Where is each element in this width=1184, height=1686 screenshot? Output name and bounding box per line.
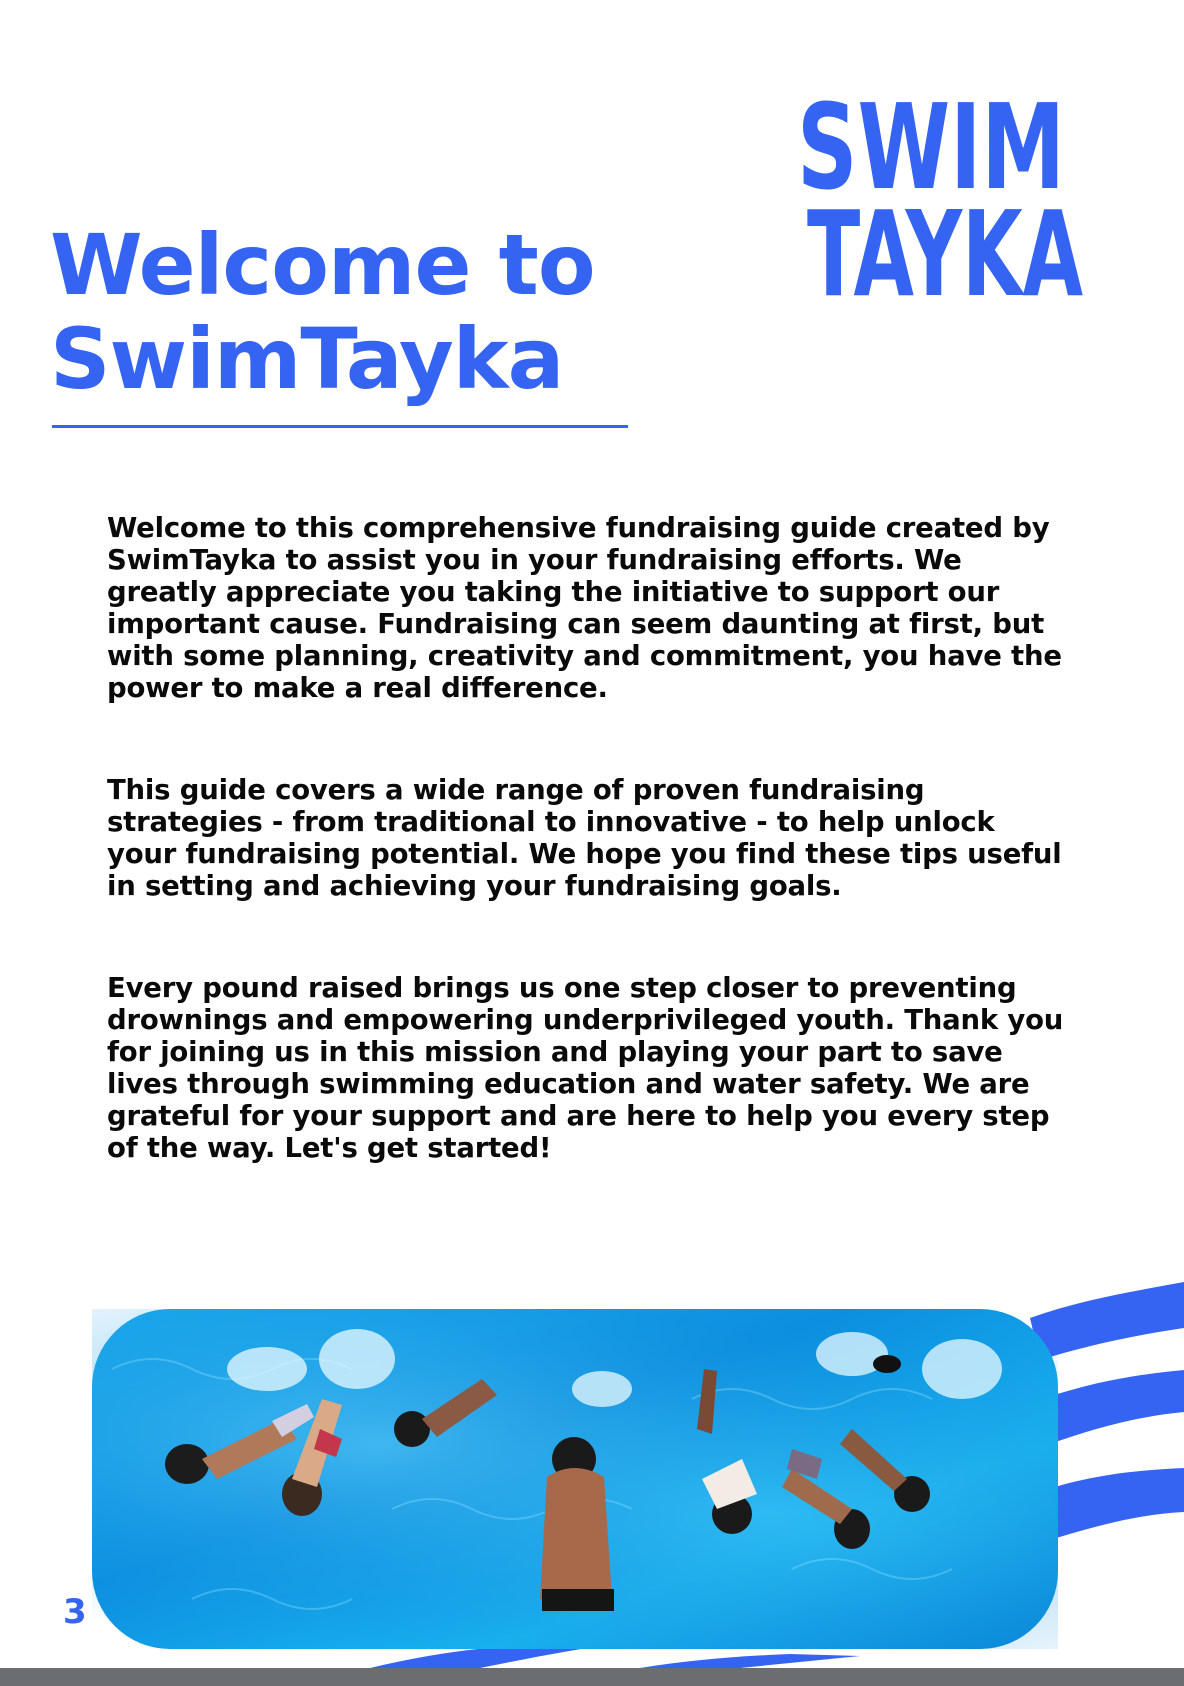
page-title-line-1: Welcome to — [50, 216, 595, 314]
paragraph-mission: Every pound raised brings us one step closer to preventing drownings and empowering underprivileged youth. Thank you for joining us in this mission and playing your part to save lives through swimming education and water safety. We are grateful for your support and are here to help you every step of the way. Let's get started! — [107, 972, 1064, 1164]
swimtayka-logo — [795, 78, 1085, 323]
title-underline — [52, 425, 628, 428]
wave-stripe-bottom-2 — [640, 1654, 860, 1668]
swimming-pool-photo — [92, 1309, 1058, 1649]
page-number: 3 — [63, 1592, 87, 1632]
logo-line-1: SWIM — [797, 78, 1065, 216]
body-text — [107, 512, 1067, 1234]
page-title — [50, 218, 670, 406]
logo-line-2: TAYKA — [807, 185, 1083, 323]
viewer-bottom-bar — [0, 1668, 1184, 1686]
page-title-line-2: SwimTayka — [50, 310, 564, 408]
paragraph-intro: Welcome to this comprehensive fundraising guide created by SwimTayka to assist you in your fundraising efforts. We greatly appreciate you taking the initiative to support our important cause. Fundraising can seem daunting at first, but with some planning, creativity and commitment, you have the power to make a real difference. — [107, 512, 1062, 704]
wave-stripe-lower — [1045, 1468, 1184, 1540]
wave-stripe-bottom — [370, 1646, 600, 1668]
paragraph-guide: This guide covers a wide range of proven fundraising strategies - from traditional to innovative - to help unlock your fundraising potential. We hope you find these tips useful in setting and achieving your fundraising goals. — [107, 774, 1062, 902]
wave-stripe-mid — [1040, 1370, 1184, 1444]
